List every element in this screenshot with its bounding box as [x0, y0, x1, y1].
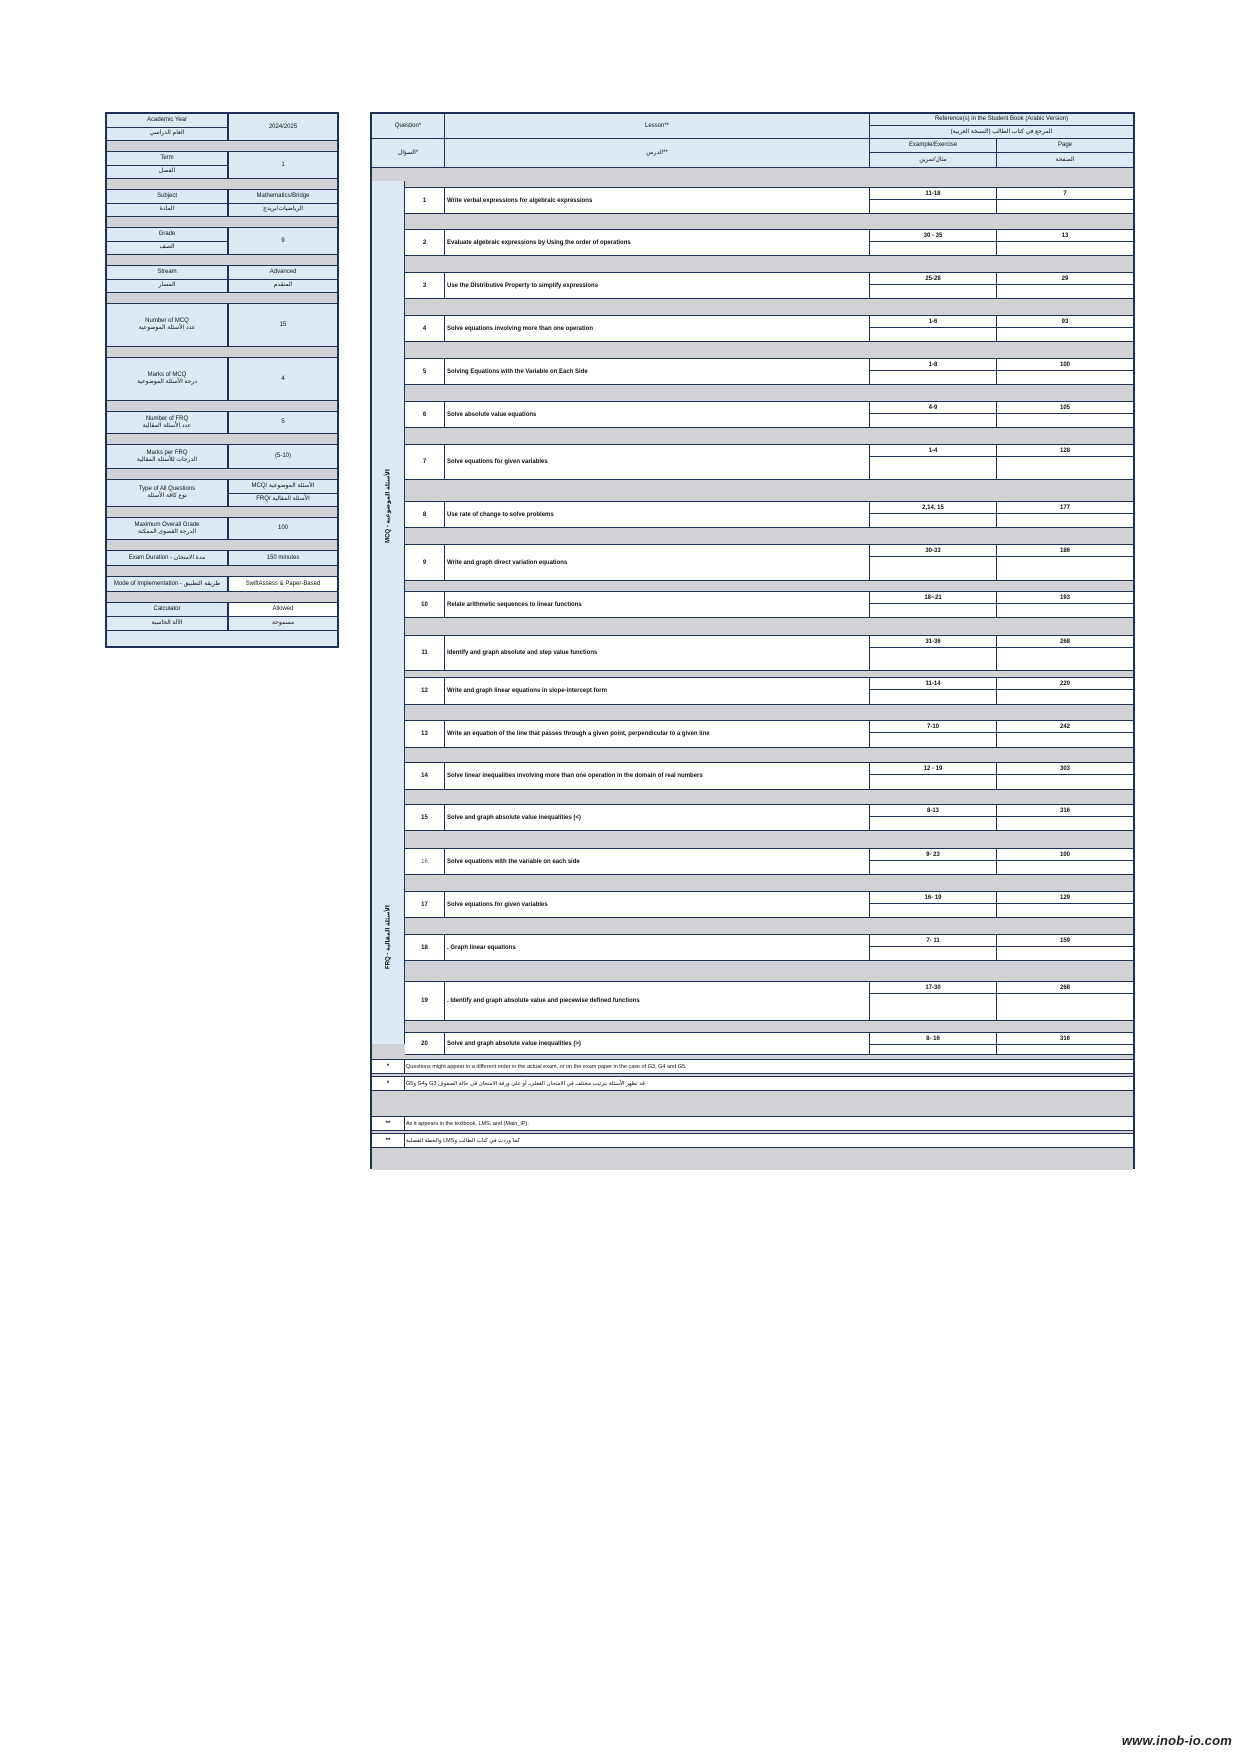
example-blank-cell — [870, 371, 997, 384]
note-row: ** As it appears in the textbook, LMS, and (Main_IP). — [372, 1116, 1133, 1131]
info-term — [107, 152, 337, 179]
page-value: 100 — [997, 849, 1133, 861]
lesson-text: Solve equations involving more than one operation — [445, 316, 870, 341]
calculator-label: Calculator — [107, 603, 227, 616]
academic-year-label: Academic Year — [107, 114, 227, 127]
page-value: 100 — [997, 359, 1133, 371]
info-academic-year — [107, 114, 337, 141]
num-frq-label-ar: عدد الأسئلة المقالية — [142, 422, 192, 429]
lesson-text: Relate arithmetic sequences to linear functions — [445, 592, 870, 617]
max-grade-value: 100 — [229, 518, 337, 539]
question-header: Question* — [372, 114, 445, 139]
num-mcq-label-ar: عدد الأسئلة الموضوعية — [138, 325, 196, 331]
question-row — [405, 891, 1133, 918]
example-value: 25-28 — [870, 273, 997, 285]
lesson-text: Evaluate algebraic expressions by Using the order of operations — [445, 230, 870, 255]
page-header-ar: الصفحة — [997, 153, 1133, 168]
example-blank-cell — [870, 648, 997, 670]
info-number-mcq — [107, 304, 337, 347]
page-value: 129 — [997, 892, 1133, 904]
question-row — [405, 444, 1133, 480]
duration-value: 150 minutes — [229, 551, 337, 565]
example-blank-cell — [870, 285, 997, 298]
subject-value: Mathematics/Bridge — [229, 190, 337, 203]
page-value: 186 — [997, 545, 1133, 557]
page-value: 316 — [997, 1033, 1133, 1045]
lesson-text: Solve equations for given variables — [445, 445, 870, 479]
question-row — [405, 229, 1133, 256]
question-row — [405, 848, 1133, 875]
lesson-text: . Identify and graph absolute value and piecewise defined functions — [445, 982, 870, 1020]
term-label: Term — [107, 152, 227, 165]
example-value: 1-4 — [870, 445, 997, 457]
question-number: 10 — [405, 592, 445, 617]
example-blank-cell — [870, 733, 997, 747]
question-number: 1 — [405, 188, 445, 213]
mcq-section-label — [372, 181, 405, 830]
question-number: 17 — [405, 892, 445, 917]
info-stream — [107, 266, 337, 293]
example-value: 1-6 — [870, 316, 997, 328]
example-blank-cell — [870, 242, 997, 255]
example-blank-cell — [870, 514, 997, 527]
watermark-url: www.inob-io.com — [1121, 1733, 1232, 1748]
type-value-frq: FRQ/ الأسئلة المقالية — [229, 493, 337, 507]
marks-frq-label-ar: الدرجات للأسئلة المقالية — [136, 456, 198, 463]
lesson-text: Solving Equations with the Variable on Each Side — [445, 359, 870, 384]
note-row: ** كما وردت في كتاب الطالب وLMS والخطة الفصلية — [372, 1133, 1133, 1148]
note-text: Questions might appear in a different order in the actual exam, or on the exam paper in the case of G3, G4 and G5. — [406, 1063, 687, 1070]
lesson-text: Solve absolute value equations — [445, 402, 870, 427]
subject-label-ar: المادة — [107, 203, 227, 217]
max-grade-label: Maximum Overall Grade — [134, 521, 200, 528]
example-value: 17-30 — [870, 982, 997, 994]
example-blank-cell — [870, 328, 997, 341]
question-number: 2 — [405, 230, 445, 255]
question-number: 5 — [405, 359, 445, 384]
example-blank-cell — [870, 904, 997, 917]
type-label-ar: نوع كافة الأسئلة — [147, 493, 187, 499]
example-blank-cell — [870, 947, 997, 960]
question-number: 6 — [405, 402, 445, 427]
academic-year-label-ar: العام الدراسي — [107, 127, 227, 141]
question-row — [405, 762, 1133, 790]
calculator-value-ar: مسموحة — [229, 616, 337, 630]
page-value: 220 — [997, 678, 1133, 690]
info-marks-mcq — [107, 358, 337, 401]
marks-frq-label: Marks per FRQ — [146, 449, 188, 456]
mcq-section-text: MCQ - الأسئلة الموضوعية — [385, 468, 392, 543]
question-number: 18 — [405, 935, 445, 960]
lesson-text: Solve and graph absolute value inequalities (>) — [445, 1033, 870, 1054]
question-header-ar: السؤال* — [372, 139, 445, 168]
stream-value: Advanced — [229, 266, 337, 279]
info-number-frq — [107, 412, 337, 434]
page-value: 303 — [997, 763, 1133, 775]
example-value: 16- 19 — [870, 892, 997, 904]
note-row: * Questions might appear in a different order in the actual exam, or on the exam paper in the case of G3, G4 and G5. — [372, 1059, 1133, 1074]
lesson-text: Identify and graph absolute and step value functions — [445, 636, 870, 670]
example-value: 31-36 — [870, 636, 997, 648]
lesson-header-ar: الدرس** — [445, 139, 870, 168]
question-number: 3 — [405, 273, 445, 298]
note-text-ar: قد تظهر الأسئلة بترتيب مختلف في الامتحان الفعلي، أو على ورقة الامتحان في حالة الصفوف G3 وG4 وG5 — [406, 1080, 645, 1087]
lesson-text: Write an equation of the line that passes through a given point, perpendicular to a given line — [445, 721, 870, 747]
info-type-questions — [107, 480, 337, 507]
example-value: 2,14, 15 — [870, 502, 997, 514]
page-value: 159 — [997, 935, 1133, 947]
question-row — [405, 401, 1133, 428]
example-value: 11-18 — [870, 188, 997, 200]
num-mcq-label: Number of MCQ — [145, 318, 189, 324]
example-blank-cell — [870, 414, 997, 427]
subject-label: Subject — [107, 190, 227, 203]
exam-info-table — [105, 112, 339, 648]
grade-value: 9 — [229, 228, 337, 254]
question-row — [405, 635, 1133, 671]
example-value: 7- 11 — [870, 935, 997, 947]
num-frq-value: 5 — [229, 412, 337, 433]
example-blank-cell — [870, 457, 997, 479]
example-blank-cell — [870, 200, 997, 213]
info-calculator — [107, 603, 337, 631]
lesson-text: Use rate of change to solve problems — [445, 502, 870, 527]
question-row — [405, 315, 1133, 342]
grade-label: Grade — [107, 228, 227, 241]
page-header: Page — [997, 139, 1133, 153]
mode-value: SwiftAssess & Paper-Based — [229, 577, 337, 591]
page-value: 7 — [997, 188, 1133, 200]
stream-value-ar: المتقدم — [229, 279, 337, 293]
stream-label: Stream — [107, 266, 227, 279]
example-blank-cell — [870, 557, 997, 580]
page-value: 193 — [997, 592, 1133, 604]
lesson-text: Solve linear inequalities involving more than one operation in the domain of real numbers — [445, 763, 870, 789]
question-number: 13 — [405, 721, 445, 747]
question-number: 16 — [405, 849, 445, 874]
question-number: 9 — [405, 545, 445, 580]
info-marks-frq — [107, 445, 337, 469]
page-value: 13 — [997, 230, 1133, 242]
calculator-label-ar: الآلة الحاسبة — [107, 616, 227, 630]
info-mode — [107, 577, 337, 592]
example-value: 12 - 19 — [870, 763, 997, 775]
example-value: 8-13 — [870, 805, 997, 817]
example-blank-cell — [870, 817, 997, 830]
page-value: 242 — [997, 721, 1133, 733]
duration-label: Exam Duration - مدة الامتحان — [107, 551, 227, 565]
question-row — [405, 1032, 1133, 1055]
type-value-mcq: MCQ/ الأسئلة الموضوعية — [229, 480, 337, 493]
example-blank-cell — [870, 604, 997, 617]
question-number: 12 — [405, 678, 445, 704]
grade-label-ar: الصف — [107, 241, 227, 255]
lesson-text: Solve equations with the variable on each side — [445, 849, 870, 874]
lesson-text: Solve and graph absolute value inequalities (<) — [445, 805, 870, 830]
page-value: 268 — [997, 982, 1133, 994]
question-number: 20 — [405, 1033, 445, 1054]
question-number: 4 — [405, 316, 445, 341]
term-label-ar: الفصل — [107, 165, 227, 179]
note-text: As it appears in the textbook, LMS, and (Main_IP). — [406, 1120, 529, 1127]
example-value: 11-14 — [870, 678, 997, 690]
marks-frq-value: (5-10) — [229, 445, 337, 468]
calculator-value: Allowed — [229, 603, 337, 616]
question-row — [405, 358, 1133, 385]
page-value: 29 — [997, 273, 1133, 285]
subject-value-ar: الرياضيات/بريدج — [229, 203, 337, 217]
lesson-text: Write verbal expressions for algebraic expressions — [445, 188, 870, 213]
question-row — [405, 501, 1133, 528]
question-number: 7 — [405, 445, 445, 479]
lesson-text: . Graph linear equations — [445, 935, 870, 960]
example-blank-cell — [870, 690, 997, 704]
example-header-ar: مثال/تمرين — [870, 153, 997, 168]
example-value: 7-10 — [870, 721, 997, 733]
question-row — [405, 934, 1133, 961]
frq-section-text: FRQ - الأسئلة المقالية — [385, 905, 392, 969]
example-value: 4-9 — [870, 402, 997, 414]
page-value: 93 — [997, 316, 1133, 328]
marks-mcq-label: Marks of MCQ — [147, 372, 187, 378]
lesson-text: Use the Distributive Property to simplify expressions — [445, 273, 870, 298]
question-row — [405, 804, 1133, 831]
page-value: 316 — [997, 805, 1133, 817]
example-blank-cell — [870, 994, 997, 1020]
lesson-text: Solve equations for given variables — [445, 892, 870, 917]
question-number: 19 — [405, 982, 445, 1020]
reference-header: Reference(s) in the Student Book (Arabic Version) — [870, 114, 1133, 126]
info-duration — [107, 551, 337, 566]
max-grade-label-ar: الدرجة القصوى الممكنة — [137, 528, 197, 535]
example-value: 30-33 — [870, 545, 997, 557]
question-row — [405, 677, 1133, 705]
question-row — [405, 272, 1133, 299]
example-header: Example/Exercise — [870, 139, 997, 153]
marks-mcq-value: 4 — [229, 358, 337, 400]
stream-label-ar: المسار — [107, 279, 227, 293]
example-value: 1-8 — [870, 359, 997, 371]
question-row — [405, 187, 1133, 214]
note-text-ar: كما وردت في كتاب الطالب وLMS والخطة الفصلية — [406, 1137, 520, 1144]
question-number: 14 — [405, 763, 445, 789]
term-value: 1 — [229, 152, 337, 178]
marks-mcq-label-ar: درجة الأسئلة الموضوعية — [137, 379, 197, 385]
info-subject — [107, 190, 337, 217]
example-blank-cell — [870, 1045, 997, 1054]
frq-section-label — [372, 830, 405, 1044]
page-value: 268 — [997, 636, 1133, 648]
lesson-text: Write and graph direct variation equations — [445, 545, 870, 580]
page-value: 177 — [997, 502, 1133, 514]
question-number: 8 — [405, 502, 445, 527]
example-value: 18--21 — [870, 592, 997, 604]
lesson-text: Write and graph linear equations in slope-intercept form — [445, 678, 870, 704]
type-label: Type of All Questions — [138, 486, 196, 492]
page-value: 105 — [997, 402, 1133, 414]
note-row: * قد تظهر الأسئلة بترتيب مختلف في الامتحان الفعلي، أو على ورقة الامتحان في حالة الصفوف G3 وG4 وG5 — [372, 1076, 1133, 1091]
question-number: 11 — [405, 636, 445, 670]
question-row — [405, 720, 1133, 748]
question-row — [405, 591, 1133, 618]
questions-table — [370, 112, 1135, 1169]
lesson-header: Lesson** — [445, 114, 870, 139]
num-mcq-value: 15 — [229, 304, 337, 346]
reference-header-ar: المرجع في كتاب الطالب (النسخة العربية) — [870, 126, 1133, 139]
question-row — [405, 981, 1133, 1021]
mode-label: Mode of Implementation - طريقة التطبيق — [107, 577, 227, 591]
example-value: 8- 16 — [870, 1033, 997, 1045]
example-blank-cell — [870, 775, 997, 789]
academic-year-value: 2024/2025 — [229, 114, 337, 140]
example-blank-cell — [870, 861, 997, 874]
info-grade — [107, 228, 337, 255]
num-frq-label: Number of FRQ — [145, 415, 189, 422]
example-value: 9- 23 — [870, 849, 997, 861]
question-row — [405, 544, 1133, 581]
info-max-grade — [107, 518, 337, 540]
page-value: 128 — [997, 445, 1133, 457]
example-value: 30 - 35 — [870, 230, 997, 242]
question-number: 15 — [405, 805, 445, 830]
